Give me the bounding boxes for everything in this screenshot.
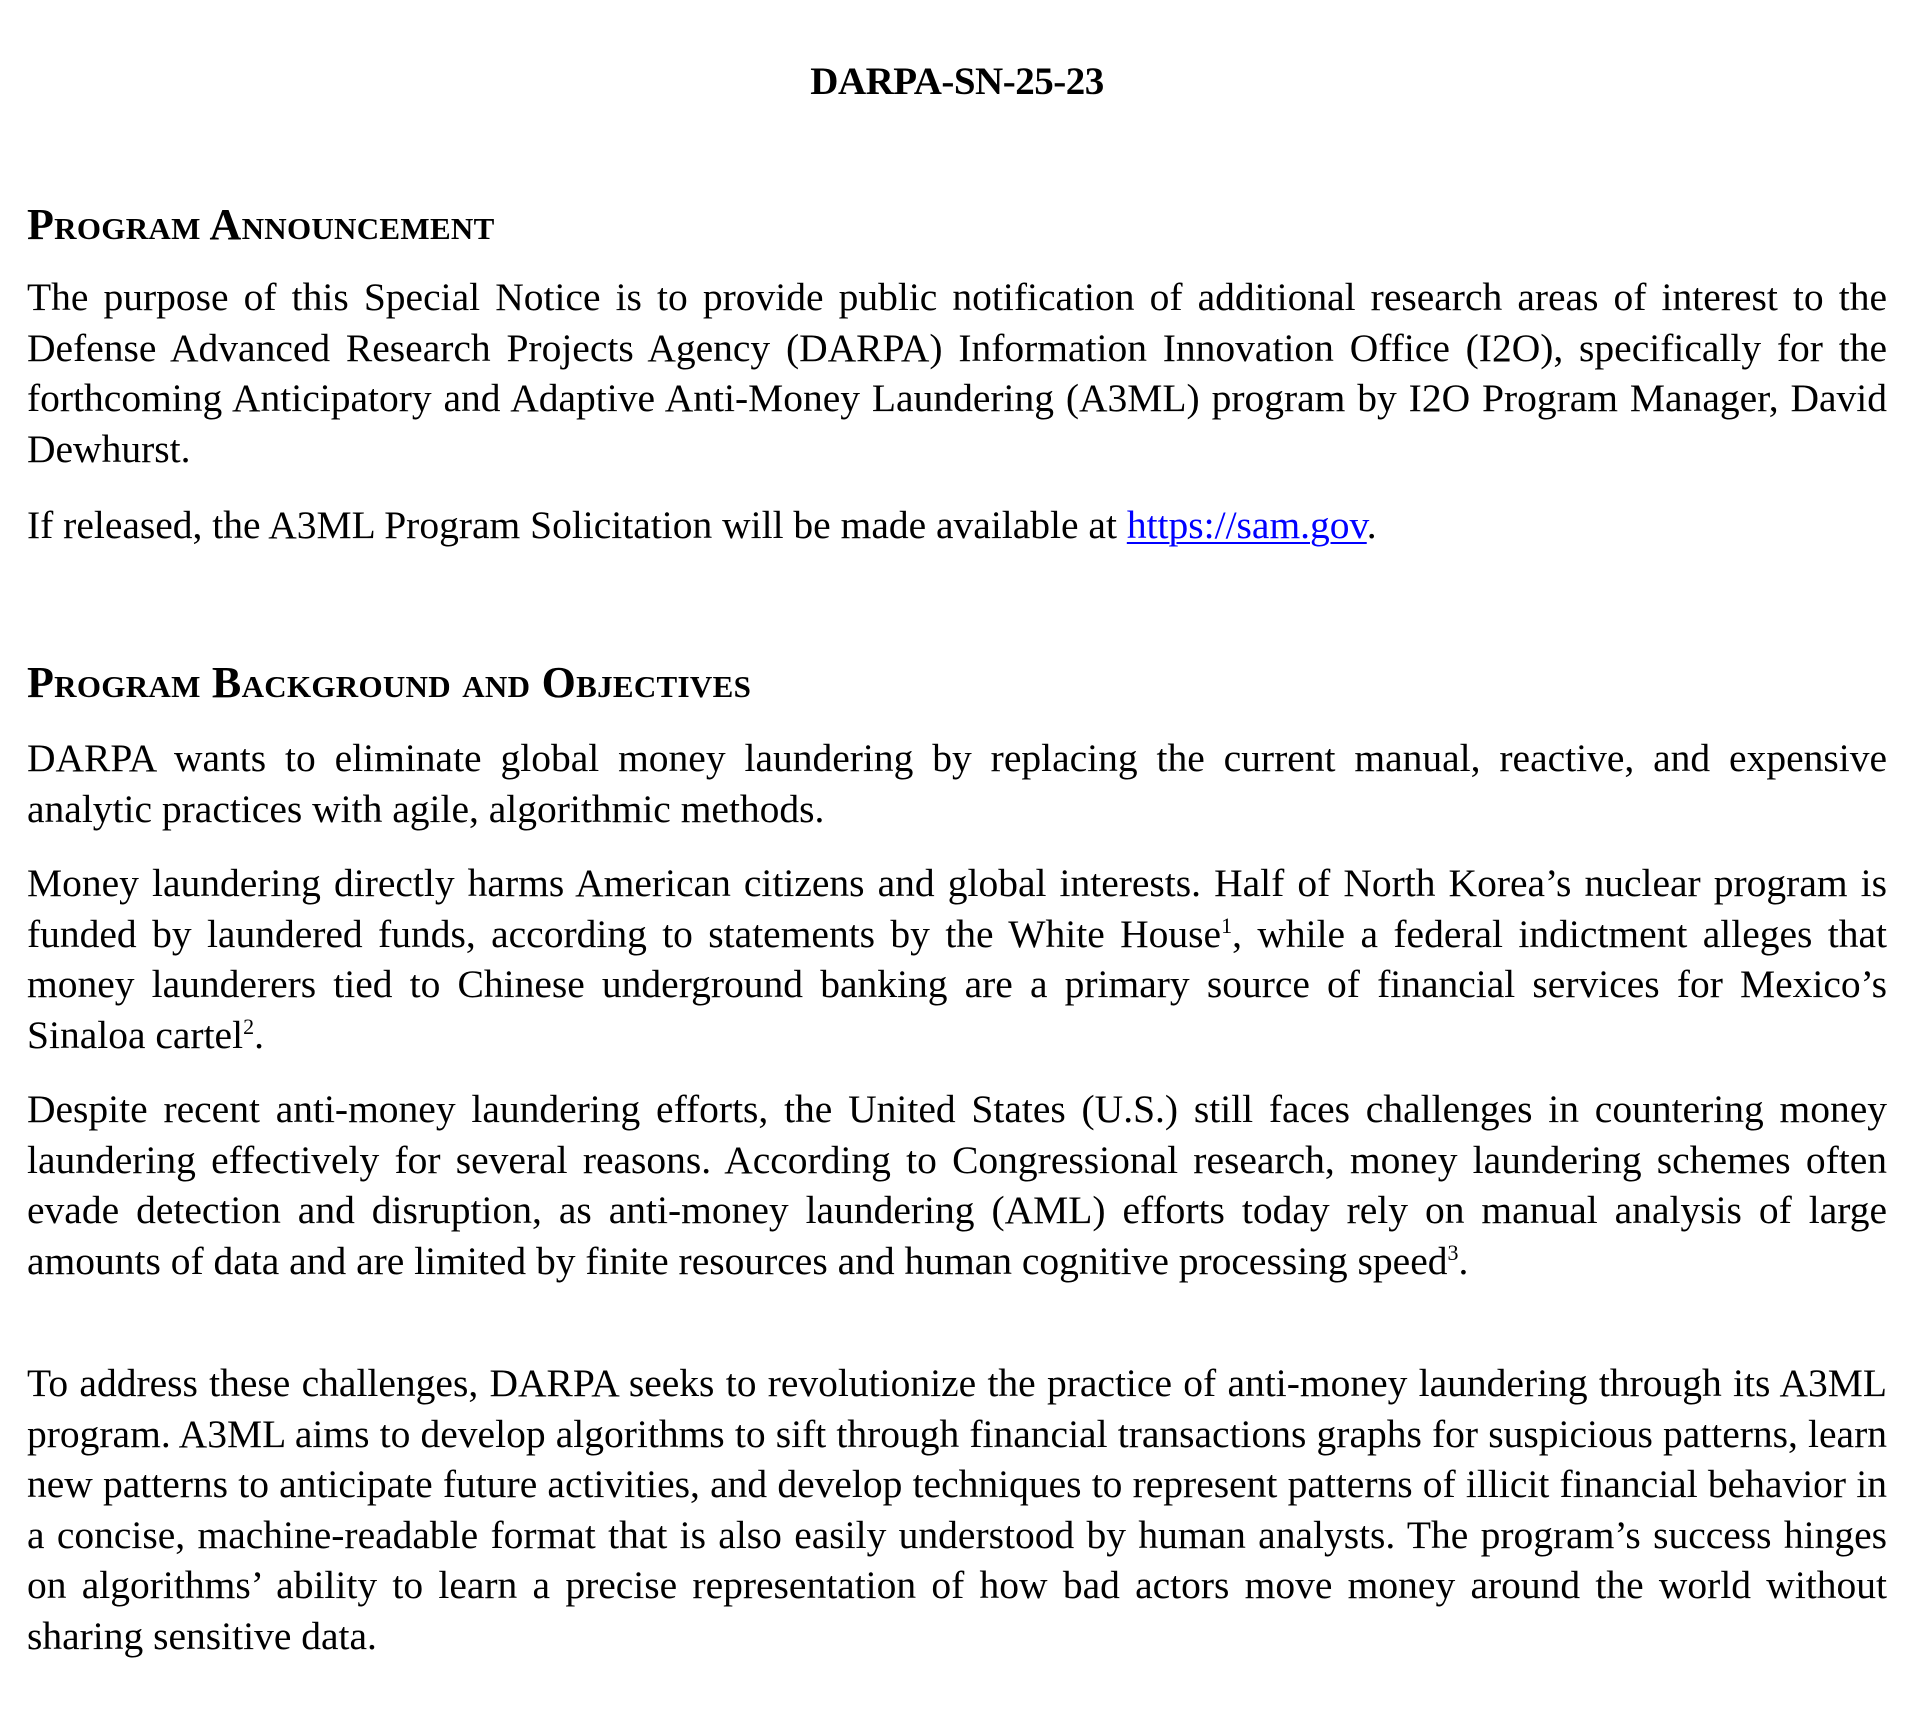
harms-text-part3: . (254, 1012, 264, 1057)
challenges-text-part2: . (1458, 1238, 1469, 1283)
solicitation-period: . (1366, 503, 1377, 547)
paragraph-a3ml-program: To address these challenges, DARPA seeks to revolutionize the practice of anti-money laundering through its A3ML program. A3ML aims to develop algorithms to sift through financial transactions graphs for suspicious patterns, learn new patterns to anticipate future activities, and develop techniques to represent patterns of illicit financial behavior in a concise, machine-readable format that is also easily understood by human analysts. The program’s success hinges on algorithms’ ability to learn a precise representation of how bad actors move money around the world without sharing sensitive data. (27, 1361, 1887, 1658)
paragraph-us-challenges (27, 1084, 1887, 1286)
paragraph-purpose: The purpose of this Special Notice is to provide public notification of additional research areas of interest to the Defense Advanced Research Projects Agency (DARPA) Information Innovation Office (I2O), specifically for the forthcoming Anticipatory and Adaptive Anti-Money Laundering (A3ML) program by I2O Program Manager, David Dewhurst. (27, 275, 1887, 471)
challenges-text-part1: Despite recent anti-money laundering efforts, the United States (U.S.) still faces challenges in countering money laundering effectively for several reasons. According to Congressional research, money laundering schemes often evade detection and disruption, as anti-money laundering (AML) efforts today rely on manual analysis of large amounts of data and are limited by finite resources and human cognitive processing speed (27, 1087, 1887, 1283)
harms-text-part1: Money laundering directly harms American citizens and global interests. Half of North Korea’s nuclear program is funded by laundered funds, according to statements by the White House (27, 861, 1887, 956)
paragraph-money-laundering-harms (27, 858, 1887, 1060)
harms-text-part2: , while a federal indictment alleges that money launderers tied to Chinese underground banking are a primary source of financial services for Mexico’s Sinaloa cartel (27, 911, 1888, 1057)
sam-gov-link[interactable]: https://sam.gov (1126, 503, 1367, 547)
footnote-ref-1[interactable]: 1 (1221, 912, 1233, 938)
solicitation-text: If released, the A3ML Program Solicitation will be made available at (27, 503, 1127, 547)
footnote-ref-2[interactable]: 2 (243, 1013, 255, 1039)
section-heading-program-announcement: Program Announcement (27, 200, 495, 249)
paragraph-darpa-goal: DARPA wants to eliminate global money laundering by replacing the current manual, reactive, and expensive analytic practices with agile, algorithmic methods. (27, 736, 1887, 831)
paragraph-solicitation-availability (27, 500, 1887, 551)
footnote-ref-3[interactable]: 3 (1447, 1239, 1459, 1265)
document-id: DARPA-SN-25-23 (810, 60, 1104, 103)
section-heading-program-background: Program Background and Objectives (27, 658, 752, 707)
